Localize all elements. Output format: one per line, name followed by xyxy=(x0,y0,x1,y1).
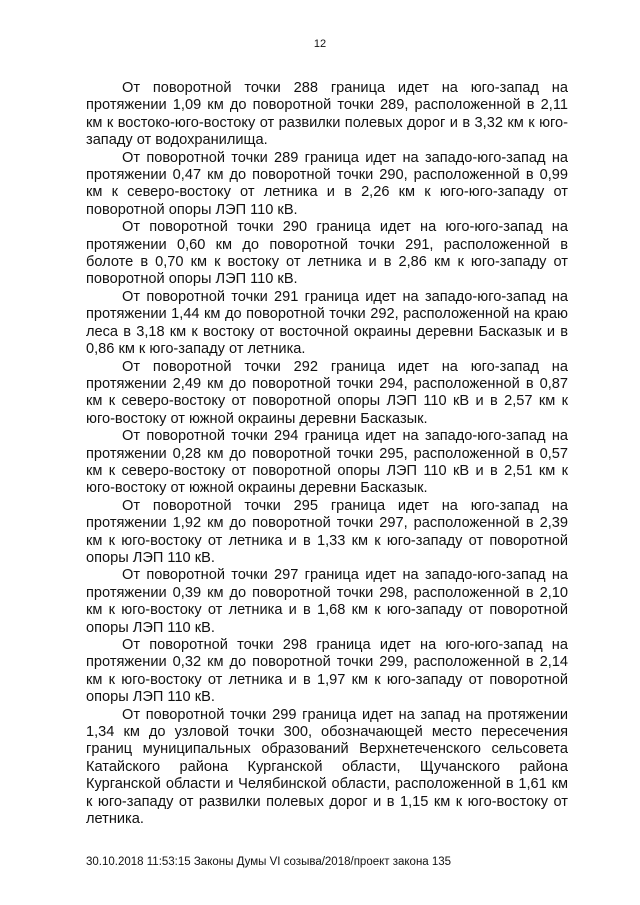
document-body xyxy=(86,80,568,828)
paragraph: От поворотной точки 289 граница идет на западо-юго-запад на протяжении 0,47 км до поворотной точки 290, расположенной в 0,99 км к северо-востоку от летника и в 2,26 км к юго-юго-западу от поворотной опоры ЛЭП 110 кВ. xyxy=(86,149,568,218)
paragraph: От поворотной точки 291 граница идет на западо-юго-запад на протяжении 1,44 км до поворотной точки 292, расположенной на краю леса в 3,18 км к востоку от восточной окраины деревни Басказык и в 0,86 км к юго-западу от летника. xyxy=(86,288,568,358)
paragraph: От поворотной точки 290 граница идет на юго-юго-запад на протяжении 0,60 км до поворотной точки 291, расположенной в болоте в 0,70 км к востоку от летника и в 2,86 км к юго-западу от поворотной опоры ЛЭП 110 кВ. xyxy=(86,219,568,288)
page-number: 12 xyxy=(313,38,327,50)
paragraph: От поворотной точки 294 граница идет на западо-юго-запад на протяжении 0,28 км до поворотной точки 295, расположенной в 0,57 км к северо-востоку от поворотной опоры ЛЭП 110 кВ и в 2,51 км к юго-востоку от южной окраины деревни Басказык. xyxy=(86,428,568,497)
paragraph: От поворотной точки 297 граница идет на западо-юго-запад на протяжении 0,39 км до поворотной точки 298, расположенной в 2,10 км к юго-востоку от летника и в 1,68 км к юго-западу от поворотной опоры ЛЭП 110 кВ. xyxy=(86,567,568,636)
footer-metadata: 30.10.2018 11:53:15 Законы Думы VI созыва/2018/проект закона 135 xyxy=(86,856,452,868)
paragraph: От поворотной точки 299 граница идет на запад на протяжении 1,34 км до узловой точки 300, обозначающей место пересечения границ муниципальных образований Верхнетеченского сельсовета Катайского района Курганской области, Щучанского района Курганской области и Челябинской области, расположенной в 1,61 км к юго-западу от развилки полевых дорог и в 1,15 км к юго-востоку от летника. xyxy=(86,706,568,828)
paragraph: От поворотной точки 292 граница идет на юго-запад на протяжении 2,49 км до поворотной точки 294, расположенной в 0,87 км к северо-востоку от поворотной опоры ЛЭП 110 кВ и в 2,57 км к юго-востоку от южной окраины деревни Басказык. xyxy=(86,358,568,427)
paragraph: От поворотной точки 295 граница идет на юго-запад на протяжении 1,92 км до поворотной точки 297, расположенной в 2,39 км к юго-востоку от летника и в 1,33 км к юго-западу от поворотной опоры ЛЭП 110 кВ. xyxy=(86,497,568,566)
paragraph: От поворотной точки 288 граница идет на юго-запад на протяжении 1,09 км до поворотной точки 289, расположенной в 2,11 км к востоко-юго-востоку от развилки полевых дорог и в 3,32 км к юго-западу от водохранилища. xyxy=(86,80,568,149)
paragraph: От поворотной точки 298 граница идет на юго-юго-запад на протяжении 0,32 км до поворотной точки 299, расположенной в 2,14 км к юго-востоку от летника и в 1,97 км к юго-западу от поворотной опоры ЛЭП 110 кВ. xyxy=(86,637,568,706)
